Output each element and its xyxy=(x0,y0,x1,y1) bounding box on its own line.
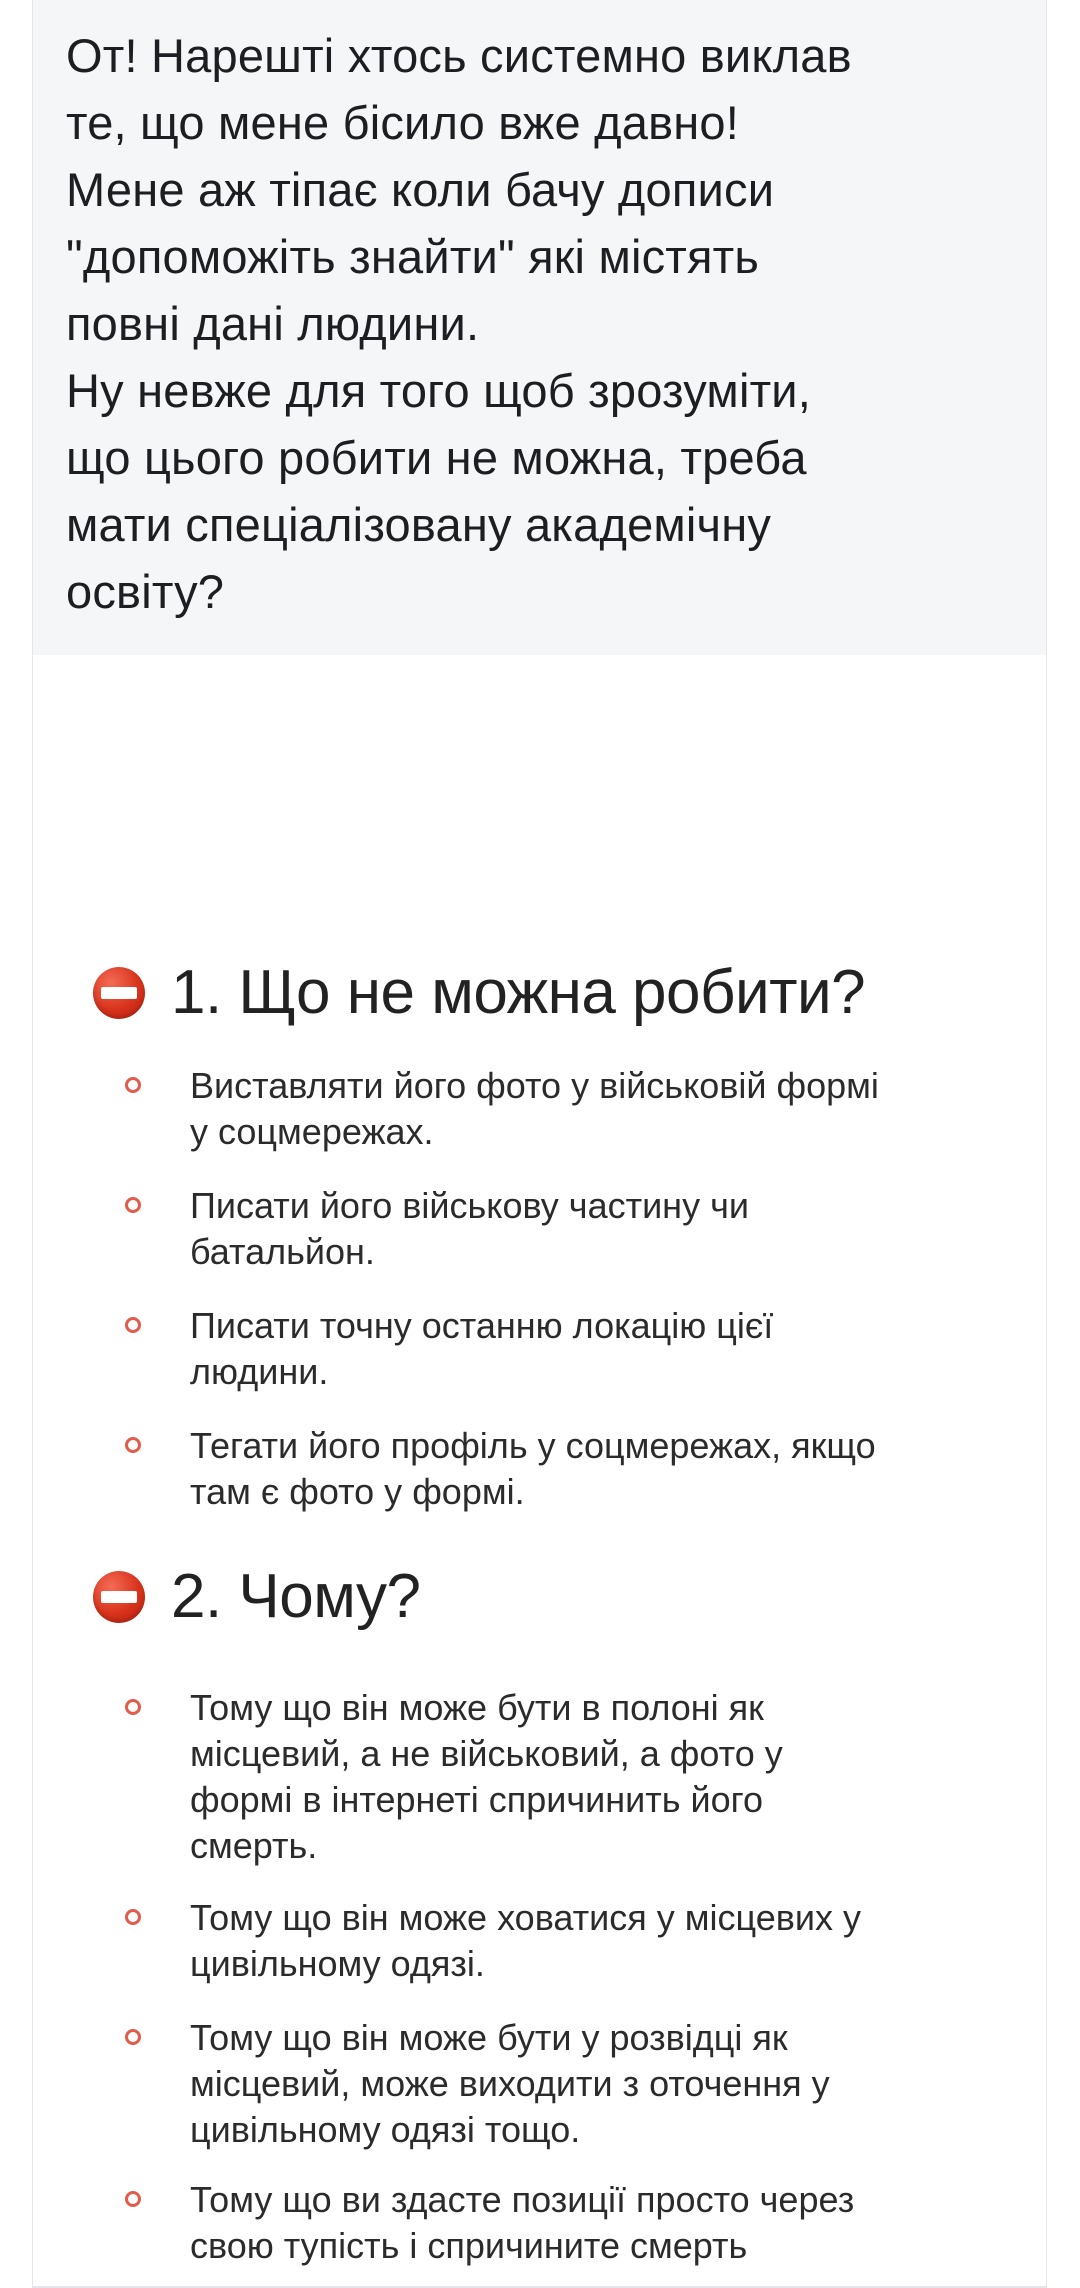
list-item-line: свою тупість і спричините смерть xyxy=(190,2225,748,2266)
list-item-line: цивільному одязі тощо. xyxy=(190,2109,581,2150)
post-line: От! Нарешті хтось системно виклав xyxy=(66,29,852,82)
bullet-icon xyxy=(125,2191,141,2207)
no-entry-icon xyxy=(93,967,145,1019)
list-item-line: Писати його військову частину чи xyxy=(190,1185,749,1226)
list-item-text xyxy=(190,2015,910,2153)
list-item-line: у соцмережах. xyxy=(190,1111,434,1152)
list-item-line: батальйон. xyxy=(190,1231,375,1272)
post-line: освіту? xyxy=(66,565,225,618)
section-heading xyxy=(93,957,865,1028)
bullet-icon xyxy=(125,1909,141,1925)
bullet-icon xyxy=(125,1077,141,1093)
no-entry-icon xyxy=(93,1571,145,1623)
list-item-line: Тегати його профіль у соцмережах, якщо xyxy=(190,1425,876,1466)
list-item-text xyxy=(190,1895,910,1987)
bullet-icon xyxy=(125,1197,141,1213)
list-item-line: Писати точну останню локацію цієї xyxy=(190,1305,774,1346)
list-item-text xyxy=(190,1423,910,1515)
list-item-line: Тому що він може ховатися у місцевих у xyxy=(190,1897,861,1938)
heading-text: 1. Що не можна робити? xyxy=(171,958,866,1027)
list-item-text xyxy=(190,2177,910,2269)
post-line: те, що мене бісило вже давно! xyxy=(66,96,740,149)
post-line: повні дані людини. xyxy=(66,297,480,350)
list-item-line: місцевий, а не військовий, а фото у xyxy=(190,1733,783,1774)
bullet-icon xyxy=(125,2029,141,2045)
section-heading xyxy=(93,1561,421,1632)
post-line: Мене аж тіпає коли бачу дописи xyxy=(66,163,775,216)
list-item-text xyxy=(190,1685,910,1869)
list-item-line: місцевий, може виходити з оточення у xyxy=(190,2063,830,2104)
list-item-line: Тому що він може бути у розвідці як xyxy=(190,2017,788,2058)
list-item-text xyxy=(190,1183,910,1275)
list-item-line: там є фото у формі. xyxy=(190,1471,525,1512)
list-item-text xyxy=(190,1303,910,1395)
bullet-icon xyxy=(125,1699,141,1715)
list-item-line: людини. xyxy=(190,1351,329,1392)
list-item-line: Тому що він може бути в полоні як xyxy=(190,1687,764,1728)
post-line: "допоможіть знайти" які містять xyxy=(66,230,760,283)
list-item-line: Виставляти його фото у військовій формі xyxy=(190,1065,879,1106)
bullet-icon xyxy=(125,1317,141,1333)
list-item-text xyxy=(190,1063,910,1155)
list-item-line: Тому що ви здасте позиції просто через xyxy=(190,2179,855,2220)
attached-image[interactable] xyxy=(32,655,1047,2288)
bullet-icon xyxy=(125,1437,141,1453)
post-body xyxy=(66,22,1026,625)
heading-text: 2. Чому? xyxy=(171,1562,421,1631)
list-item-line: цивільному одязі. xyxy=(190,1943,485,1984)
post-line: Ну невже для того щоб зрозуміти, xyxy=(66,364,812,417)
post-line: мати спеціалізовану академічну xyxy=(66,498,772,551)
post-text-card xyxy=(32,0,1047,655)
list-item-line: формі в інтернеті спричинить його xyxy=(190,1779,763,1820)
post-line: що цього робити не можна, треба xyxy=(66,431,807,484)
list-item-line: смерть. xyxy=(190,1825,318,1866)
